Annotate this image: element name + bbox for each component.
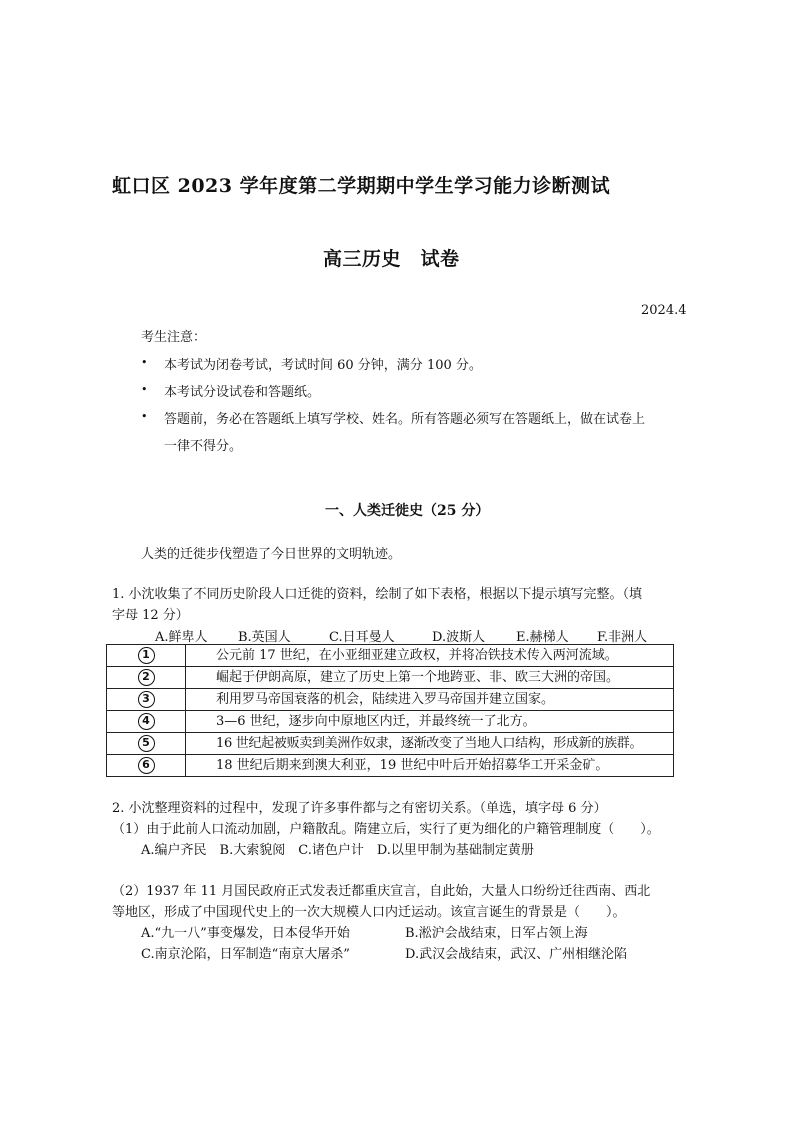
row-number — [107, 689, 186, 711]
q2-sub1-options: A.编户齐民 B.大索貌阅 C.诸色户计 D.以里甲制为基础制定黄册 — [141, 843, 534, 858]
table-row — [107, 645, 674, 667]
table-row — [107, 711, 674, 733]
q1-table — [106, 644, 674, 777]
row-number — [107, 645, 186, 667]
notice-heading: 考生注意： — [141, 330, 207, 345]
bullet-icon: • — [141, 356, 148, 369]
q2-sub2-option-c: C.南京沦陷，日军制造“南京大屠杀” — [141, 947, 350, 962]
row-number — [107, 667, 186, 689]
q1-option: D.波斯人 — [432, 630, 486, 645]
exam-date: 2024.4 — [641, 303, 687, 318]
q2-sub2-stem-continued: 等地区，形成了中国现代史上的一次大规模人口内迁运动。该宣言诞生的背景是（ ）。 — [112, 905, 626, 920]
q2-stem: 2. 小沈整理资料的过程中，发现了许多事件都与之有密切关系。（单选，填字母 6 分） — [112, 801, 607, 816]
row-number — [107, 755, 186, 777]
table-row — [107, 733, 674, 755]
q1-option: B.英国人 — [238, 630, 291, 645]
row-number — [107, 733, 186, 755]
circled-number: 1 — [138, 647, 155, 664]
q1-option: A.鲜卑人 — [155, 630, 208, 645]
notice-item: 本考试为闭卷考试，考试时间 60 分钟，满分 100 分。 — [164, 358, 482, 373]
exam-subtitle: 高三历史 试卷 — [323, 248, 460, 270]
table-row — [107, 755, 674, 777]
q2-sub2-option-b: B.淞沪会战结束，日军占领上海 — [405, 926, 588, 941]
row-number — [107, 711, 186, 733]
circled-number: 6 — [138, 757, 155, 774]
circled-number: 4 — [138, 713, 155, 730]
table-row — [107, 667, 674, 689]
row-text: 崛起于伊朗高原，建立了历史上第一个地跨亚、非、欧三大洲的帝国。 — [186, 667, 674, 689]
notice-item: 答题前，务必在答题纸上填写学校、姓名。所有答题必须写在答题纸上，做在试卷上 — [164, 412, 646, 427]
q1-stem: 1. 小沈收集了不同历史阶段人口迁徙的资料，绘制了如下表格，根据以下提示填写完整。（填 — [112, 587, 643, 602]
circled-number: 2 — [138, 669, 155, 686]
q1-option: C.日耳曼人 — [329, 630, 395, 645]
notice-item-continued: 一律不得分。 — [164, 439, 243, 454]
section-title: 一、人类迁徙史（25 分） — [325, 503, 490, 519]
row-text: 18 世纪后期来到澳大利亚，19 世纪中叶后开始招募华工开采金矿。 — [186, 755, 674, 777]
bullet-icon: • — [141, 383, 148, 396]
row-text: 利用罗马帝国衰落的机会，陆续进入罗马帝国并建立国家。 — [186, 689, 674, 711]
q2-sub2-option-d: D.武汉会战结束，武汉、广州相继沦陷 — [405, 947, 628, 962]
q2-sub1-stem: （1）由于此前人口流动加剧，户籍散乱。隋建立后，实行了更为细化的户籍管理制度（ ）。 — [112, 822, 660, 837]
notice-item: 本考试分设试卷和答题纸。 — [164, 385, 321, 400]
circled-number: 5 — [138, 735, 155, 752]
table-row — [107, 689, 674, 711]
row-text: 公元前 17 世纪，在小亚细亚建立政权，并将冶铁技术传入两河流域。 — [186, 645, 674, 667]
q1-stem-continued: 字母 12 分） — [112, 608, 189, 623]
section-intro: 人类的迁徙步伐塑造了今日世界的文明轨迹。 — [141, 547, 402, 562]
row-text: 3—6 世纪，逐步向中原地区内迁，并最终统一了北方。 — [186, 711, 674, 733]
exam-title: 虹口区 2023 学年度第二学期期中学生学习能力诊断测试 — [112, 175, 611, 197]
q1-option: E.赫梯人 — [516, 630, 569, 645]
q2-sub2-option-a: A.“九一八”事变爆发，日本侵华开始 — [141, 926, 350, 941]
q2-sub2-stem: （2）1937 年 11 月国民政府正式发表迁都重庆宣言，自此始，大量人口纷纷迁往西南、西北 — [112, 884, 651, 899]
circled-number: 3 — [138, 691, 155, 708]
row-text: 16 世纪起被贩卖到美洲作奴隶，逐渐改变了当地人口结构，形成新的族群。 — [186, 733, 674, 755]
q1-option: F.非洲人 — [597, 630, 648, 645]
bullet-icon: • — [141, 410, 148, 423]
